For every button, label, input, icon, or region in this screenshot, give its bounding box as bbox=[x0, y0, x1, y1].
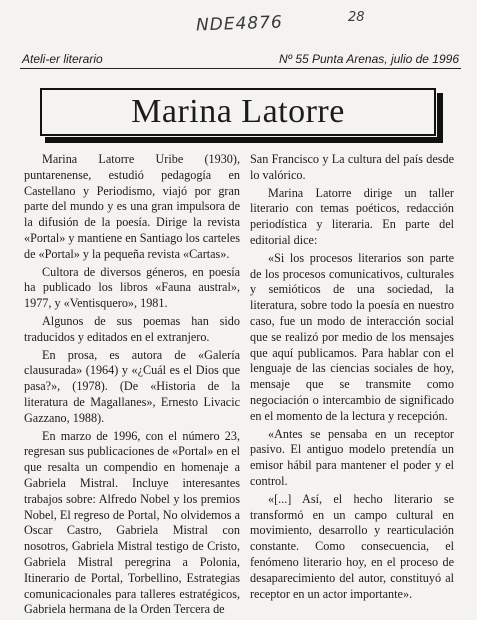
paragraph: «Antes se pensaba en un receptor pasivo. El antiguo modelo pretendía un emisor hábil para mantener el poder y el control. bbox=[250, 426, 454, 488]
paragraph: Marina Latorre Uribe (1930), puntarenense, estudió pedagogía en Castellano y Periodismo, viajó por gran parte del mundo y es una gran impulsora de la difusión de la poesía. Dirige la revista «Portal» y mantiene en Santiago los carteles de «Portal» y la pequeña revista «Cartas». bbox=[24, 152, 240, 261]
header-rule bbox=[20, 68, 461, 69]
handwritten-page-number: 28 bbox=[348, 10, 365, 25]
handwritten-archive-code: NDE4876 bbox=[195, 12, 284, 36]
paragraph: Algunos de sus poemas han sido traducidos y editados en el extranjero. bbox=[24, 313, 240, 344]
title-frame bbox=[40, 88, 436, 136]
paragraph: San Francisco y La cultura del país desde lo valórico. bbox=[250, 152, 454, 182]
paragraph: «[...] Así, el hecho literario se transformó en un campo cultural en movimiento, desarrollo y rearticulación constante. Como consecuencia, el fenómeno literario hoy, en el proceso de desaparecimiento del autor, constituyó al receptor en un actor importante». bbox=[250, 491, 454, 601]
paragraph: Cultora de diversos géneros, en poesía ha publicado los libros «Fauna austral», 1977, y «Ventisquero», 1981. bbox=[24, 264, 240, 311]
section-name: Ateli-er literario bbox=[22, 52, 103, 66]
right-column bbox=[250, 152, 454, 604]
issue-info: Nº 55 Punta Arenas, julio de 1996 bbox=[278, 52, 459, 66]
paragraph: «Si los procesos literarios son parte de los procesos comunicativos, culturales y semióticos de una sociedad, la literatura, sobre todo la poesía en nuestro caso, fue un modo de interacción social que se realizó por medio de los mensajes que aquí publicamos. Para hablar con el lenguaje de las ciencias sociales de hoy, mensaje que se transmite como negociación o intercambio de significado en el momento de la lectura y recepción. bbox=[250, 250, 454, 423]
paragraph: En marzo de 1996, con el número 23, regresan sus publicaciones de «Portal» en el que resalta un compendio en homenaje a Gabriela Mistral. Incluye interesantes trabajos sobre: Alfredo Nobel y los premios Nobel, El regreso de Portal, No olvidemos a Oscar Castro, Gabriela Mistral con nosotros, Gabriela Mistral testigo de Cristo, Gabriela Mistral peregrina a Polonia, Itinerario de Portal, Torbellino, Estrategias comunicacionales para talleres estratégicos, Gabriela hermana de la Orden Tercera de bbox=[24, 428, 240, 617]
left-column bbox=[24, 152, 240, 620]
article-title: Marina Latorre bbox=[131, 93, 345, 130]
paragraph: En prosa, es autora de «Galería clausurada» (1964) y «¿Cuál es el Dios que pasa?», (1978). (De «Historia de la literatura de Magallanes», Ernesto Livacic Gazzano, 1988). bbox=[24, 347, 240, 425]
paragraph: Marina Latorre dirige un taller literario con temas poéticos, redacción periodística y literaria. En parte del editorial dice: bbox=[250, 185, 454, 247]
